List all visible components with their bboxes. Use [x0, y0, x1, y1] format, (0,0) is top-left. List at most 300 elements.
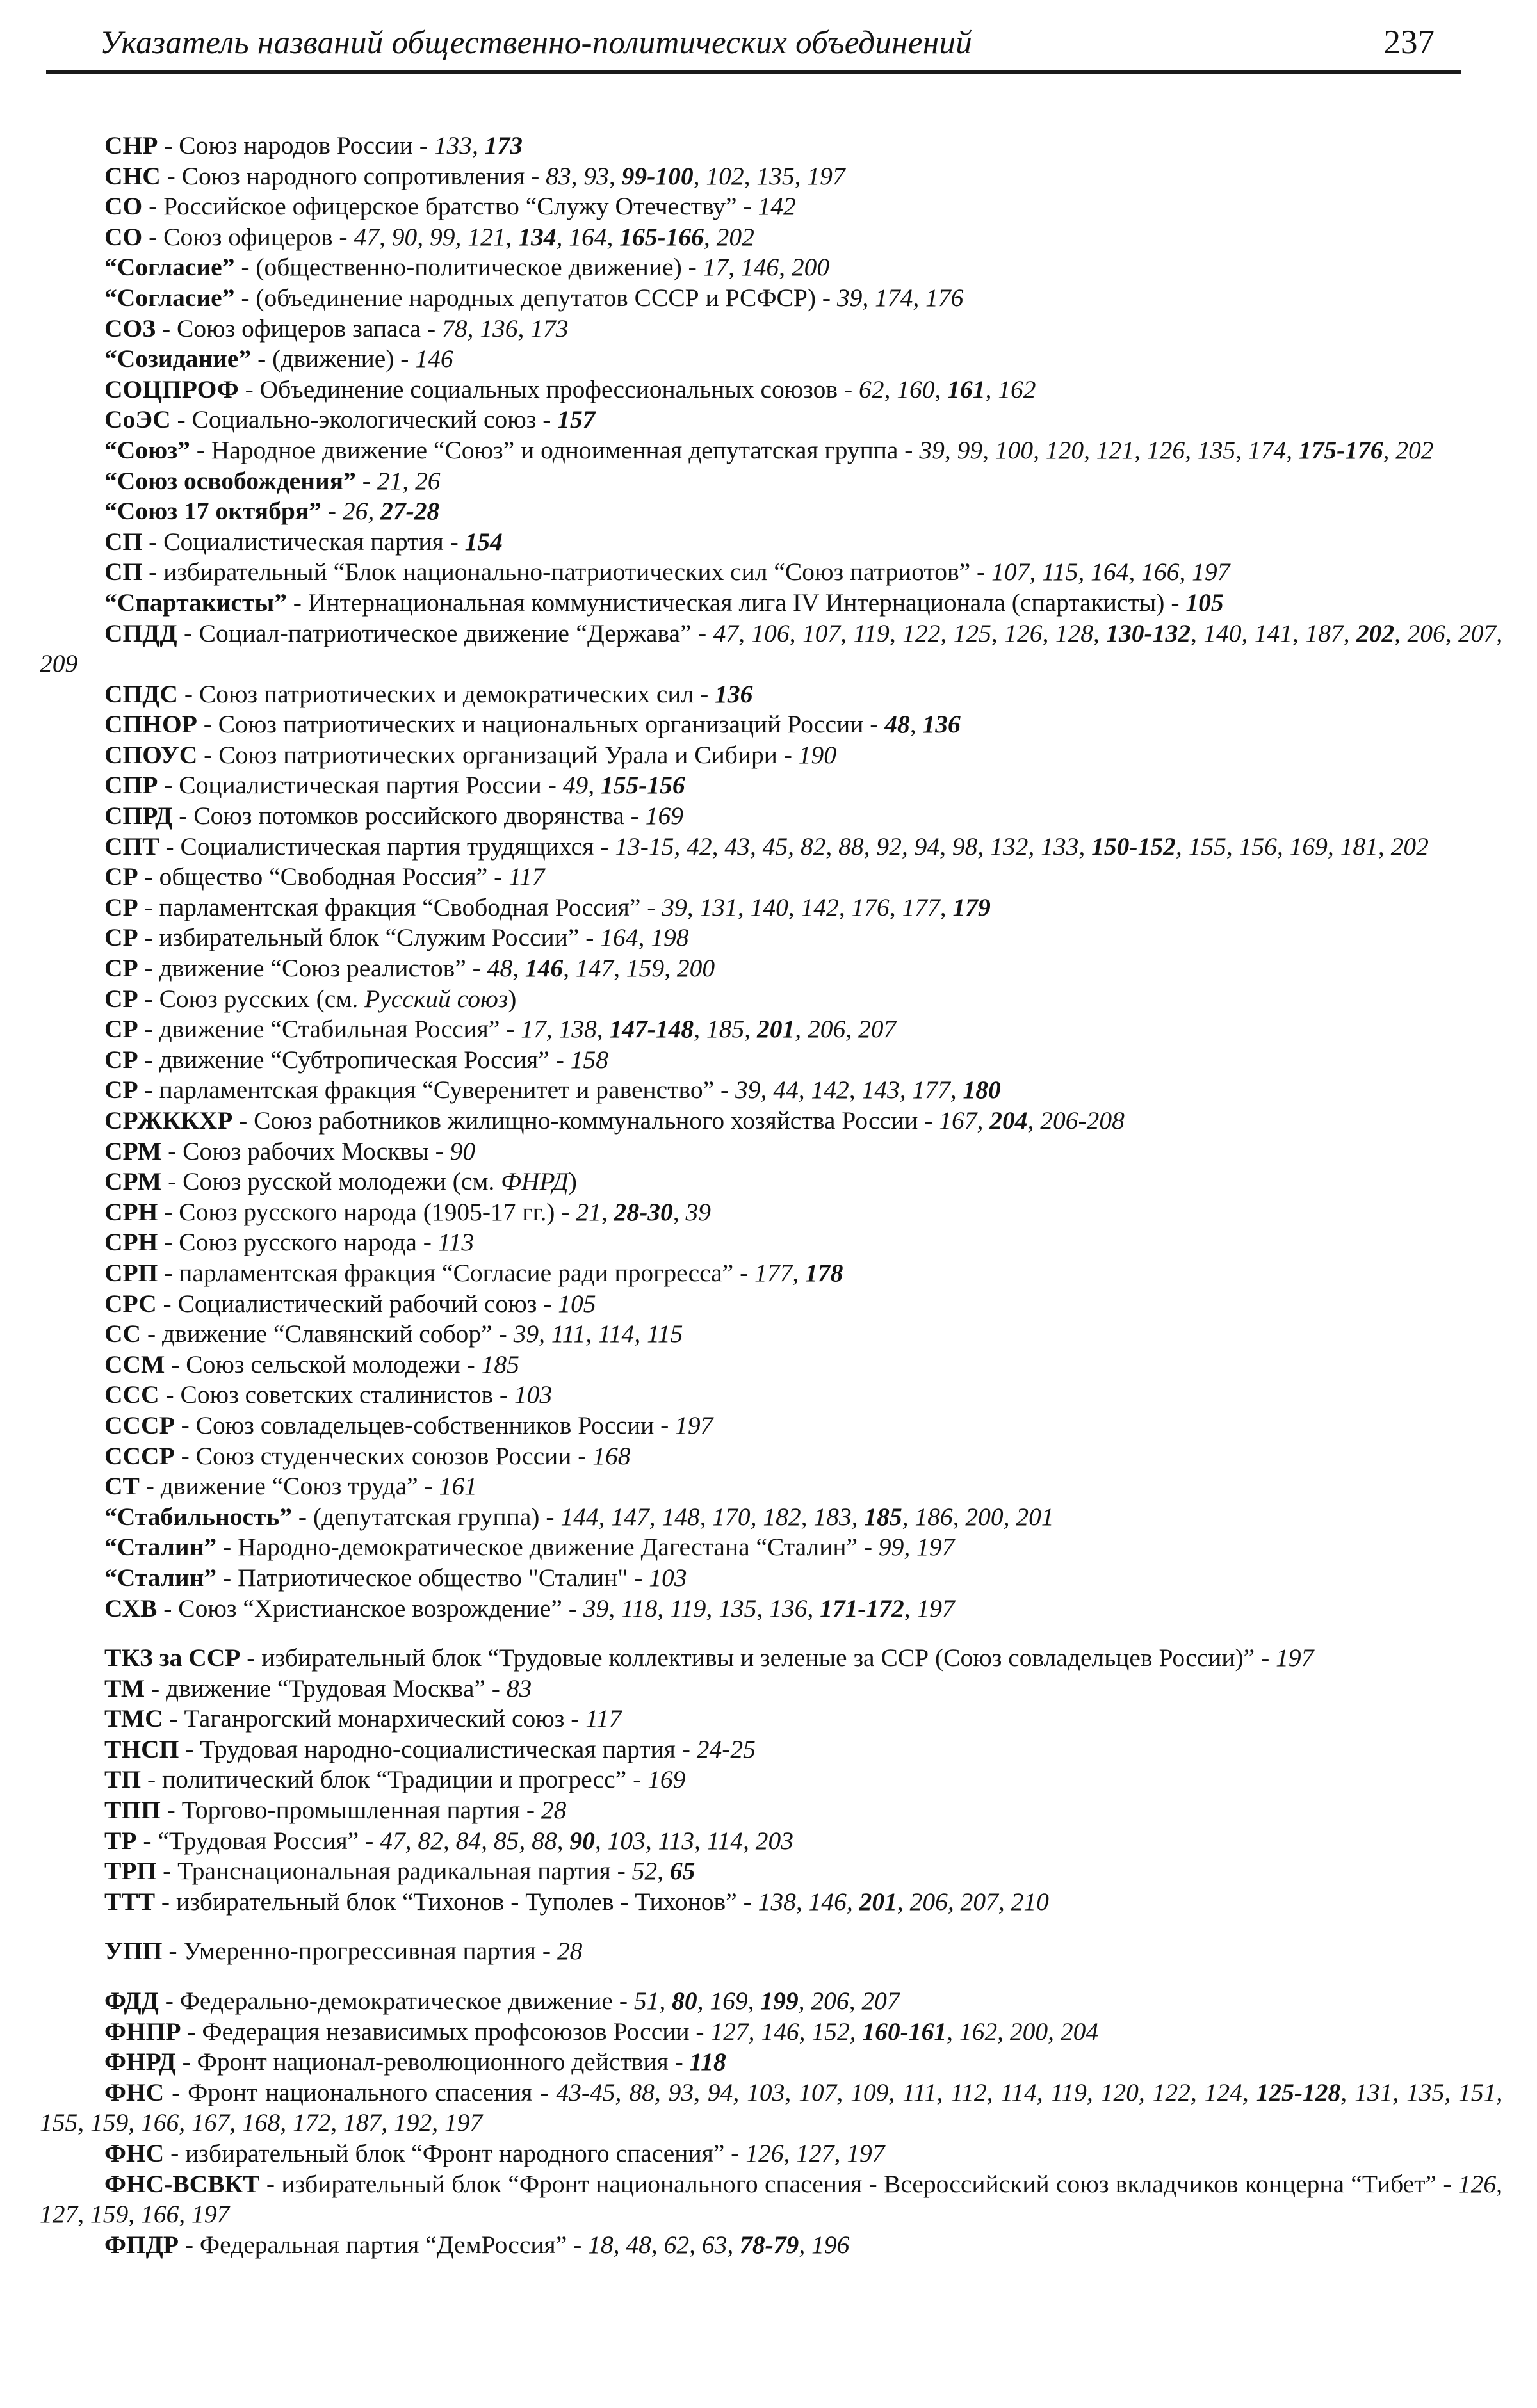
page-references: 138, 146, 201, 206, 207, 210 [758, 1887, 1049, 1916]
page-ref: 125-128 [1256, 2078, 1341, 2106]
page-ref: 143 [861, 1076, 900, 1104]
see-close: ) [508, 984, 517, 1013]
page-references: 107, 115, 164, 166, 197 [991, 558, 1230, 586]
page-ref: 159 [90, 2108, 129, 2137]
index-entry: СПОУС - Союз патриотических организаций Урала и Сибири - 190 [104, 740, 837, 769]
entry-abbreviation: СР [104, 862, 138, 891]
page-ref: 207 [861, 1987, 900, 2016]
page-ref: 136 [922, 710, 961, 739]
page-ref: 120 [1100, 2078, 1139, 2106]
entry-description: Транснациональная радикальная партия [177, 1857, 611, 1886]
index-entry: СТ - движение “Союз труда” - 161 [104, 1472, 477, 1501]
entry-description: Фронт национального спасения [188, 2078, 533, 2106]
page-ref: 160-161 [862, 2017, 947, 2046]
page-ref: 206 [811, 1987, 849, 2016]
entry-description: Союз русской молодежи (см. [183, 1167, 501, 1196]
page-references: 167, 204, 206-208 [939, 1106, 1125, 1135]
page-ref: 78 [442, 314, 468, 343]
page-ref: 177 [902, 893, 940, 921]
page-ref: 136 [480, 314, 518, 343]
index-entry: СР - общество “Свободная Россия” - 117 [104, 862, 545, 891]
index-entry: ТНСП - Трудовая народно-социалистическая партия - 24-25 [104, 1734, 756, 1763]
index-entry: СО - Российское офицерское братство “Служу Отечеству” - 142 [104, 192, 796, 221]
entry-abbreviation: ССС [104, 1380, 159, 1409]
page-ref: 117 [585, 1704, 622, 1733]
page-ref: 155-156 [600, 771, 685, 800]
page-ref: 176 [925, 283, 964, 312]
page-ref: 134 [518, 222, 557, 251]
page-references: 48, 136 [884, 710, 961, 739]
page-references: 177, 178 [754, 1258, 843, 1287]
page-ref: 121 [1096, 435, 1135, 464]
page-ref: 185 [481, 1350, 519, 1378]
page-ref: 138 [758, 1887, 796, 1916]
entry-abbreviation: “Сталин” [104, 1533, 217, 1562]
page-ref: 185 [706, 1015, 745, 1044]
page-references [482, 1350, 519, 1378]
index-entry: СОЦПРОФ - Объединение социальных профессиональных союзов - 62, 160, 161, 162 [104, 375, 1036, 403]
page-ref: 207 [960, 1887, 998, 1916]
page-ref: 197 [1276, 1644, 1314, 1672]
page-ref: 39 [662, 893, 687, 921]
page-ref: 49 [562, 771, 589, 800]
page-ref: 47 [713, 618, 739, 647]
index-entry: СПТ - Социалистическая партия трудящихся - 13-15, 42, 43, 45, 82, 88, 92, 94, 98, 132, 133, 150-152, 155, 156, 169, 181, 202 [104, 832, 1429, 861]
page-ref: 146 [525, 954, 564, 983]
index-entry: СП - Социалистическая партия - 154 [104, 527, 503, 556]
entry-description: Интернациональная коммунистическая лига IV Интернационала (спартакисты) [307, 588, 1165, 617]
page-ref: 127 [796, 2139, 834, 2167]
page-references [592, 1442, 630, 1470]
entry-abbreviation: СоЭС [104, 405, 171, 434]
page-ref: 165-166 [619, 222, 704, 251]
entry-abbreviation: “Согласие” [104, 253, 235, 282]
index-entry: “Союз” - Народное движение “Союз” и одноименная депутатская группа - 39, 99, 100, 120, 121, 126, 135, 174, 175-176, 202 [104, 435, 1434, 464]
page-ref: 136 [769, 1594, 808, 1622]
entry-abbreviation: СНС [104, 161, 161, 190]
page-references [507, 1674, 532, 1702]
page-ref: 174 [875, 283, 913, 312]
page-number: 237 [1383, 24, 1435, 61]
page-ref: 102 [706, 161, 744, 190]
entry-description: Союз сельской молодежи [186, 1350, 460, 1378]
page-references: 21, 26 [377, 466, 441, 495]
index-entry: ТТТ - избирательный блок “Тихонов - Туполев - Тихонов” - 138, 146, 201, 206, 207, 210 [104, 1887, 1049, 1916]
entry-abbreviation: СПНОР [104, 710, 197, 739]
page-ref: 52 [631, 1857, 658, 1886]
entry-abbreviation: СРЖККХР [104, 1106, 233, 1135]
entry-abbreviation: ТМ [104, 1674, 145, 1702]
page-references [646, 802, 683, 830]
entry-description: Торгово-промышленная партия [181, 1796, 521, 1825]
page-ref: 182 [763, 1502, 801, 1531]
page-ref: 17 [521, 1015, 546, 1044]
entry-abbreviation: ФДД [104, 1987, 159, 2016]
page-references [557, 405, 595, 433]
page-ref: 114 [706, 1826, 744, 1855]
entry-description: Союз патриотических и национальных организаций России [218, 710, 864, 739]
entry-abbreviation: СП [104, 558, 143, 586]
page-ref: 200 [965, 1502, 1004, 1531]
entry-abbreviation: ТПП [104, 1796, 161, 1825]
page-ref: 114 [598, 1320, 635, 1348]
index-entry: СПДД - Социал-патриотическое движение “Держава” - 47, 106, 107, 119, 122, 125, 126, 128, 130-132, 140, 141, 187, 202, 206, 207, 209 [40, 618, 1503, 678]
entry-abbreviation: СНР [104, 131, 158, 159]
entry-abbreviation: “Спартакисты” [104, 588, 287, 617]
page-ref: 183 [813, 1502, 852, 1531]
page-ref: 167 [939, 1106, 977, 1135]
page-ref: 155 [1188, 832, 1226, 861]
page-ref: 140 [750, 893, 788, 921]
page-references [438, 1228, 474, 1256]
page-ref: 176 [851, 893, 890, 921]
index-entry: СР - парламентская фракция “Суверенитет и равенство” - 39, 44, 142, 143, 177, 180 [104, 1076, 1001, 1104]
page-references [450, 1137, 476, 1165]
entry-abbreviation: “Сталин” [104, 1563, 217, 1592]
page-ref: 94 [707, 2078, 733, 2106]
page-ref: 127 [710, 2017, 749, 2046]
index-entry: СРЖККХР - Союз работников жилищно-коммунального хозяйства России - 167, 204, 206-208 [104, 1106, 1125, 1135]
page-ref: 26 [342, 497, 368, 526]
entry-description: Союз русского народа (1905-17 гг.) [179, 1197, 555, 1226]
page-ref: 206-208 [1040, 1106, 1125, 1135]
entry-abbreviation: “Союз освобождения” [104, 466, 356, 495]
page-references [690, 2048, 726, 2076]
index-entry: СР - избирательный блок “Служим России” - 164, 198 [104, 923, 689, 952]
page-ref: 197 [807, 161, 845, 190]
entry-abbreviation: СПДС [104, 679, 178, 708]
entry-abbreviation: ТНСП [104, 1734, 179, 1763]
page-ref: 93 [668, 2078, 694, 2106]
page-ref: 201 [756, 1015, 795, 1044]
entry-description: движение “Славянский собор” [161, 1320, 492, 1348]
page-references: 144, 147, 148, 170, 182, 183, 185, 186, 200, 201 [560, 1502, 1054, 1531]
page-ref: 192 [394, 2108, 432, 2137]
page-ref: 124 [1204, 2078, 1242, 2106]
entry-description: Федерально-демократическое движение [179, 1987, 613, 2016]
page-ref: 83 [506, 1674, 532, 1702]
page-ref: 48 [884, 710, 910, 739]
page-ref: 173 [484, 131, 523, 159]
page-ref: 199 [760, 1987, 799, 2016]
page-ref: 201 [1016, 1502, 1054, 1531]
page-ref: 28-30 [614, 1197, 673, 1226]
page-ref: 147 [575, 954, 614, 983]
running-header [46, 14, 1461, 74]
page-ref: 166 [141, 2108, 179, 2137]
page-ref: 142 [758, 192, 796, 221]
index-entry: СПР - Социалистическая партия России - 49, 155-156 [104, 771, 685, 800]
page-ref: 90 [391, 222, 418, 251]
index-entry: СР - движение “Стабильная Россия” - 17, 138, 147-148, 185, 201, 206, 207 [104, 1015, 897, 1044]
page-ref: 114 [1000, 2078, 1037, 2106]
entry-description: Социалистический рабочий союз [177, 1289, 537, 1318]
page-references [541, 1796, 567, 1824]
page-ref: 103 [649, 1563, 687, 1592]
page-ref: 166 [1141, 558, 1180, 586]
page-ref: 164 [600, 923, 638, 952]
entry-description: общество “Свободная Россия” [159, 862, 488, 891]
page-references: 78, 136, 173 [442, 314, 569, 343]
index-entry: СНС - Союз народного сопротивления - 83, 93, 99-100, 102, 135, 197 [104, 161, 845, 190]
index-entry: СОЗ - Союз офицеров запаса - 78, 136, 173 [104, 314, 569, 343]
page-ref: 147 [611, 1502, 649, 1531]
page-ref: 126 [745, 2139, 784, 2167]
entry-abbreviation: УПП [104, 1937, 163, 1966]
page-ref: 133 [434, 131, 473, 159]
page-references [508, 862, 544, 891]
entry-description: движение “Союз труда” [160, 1472, 418, 1501]
see-reference: Русский союз [364, 984, 508, 1013]
page-ref: 115 [647, 1320, 683, 1348]
entry-description: Союз рабочих Москвы [183, 1136, 429, 1165]
page-ref: 62 [663, 2230, 690, 2259]
entry-abbreviation: ФПДР [104, 2230, 179, 2259]
entry-description: избирательный блок “Служим России” [159, 923, 580, 952]
page-ref: 39 [836, 283, 863, 312]
page-ref: 28 [541, 1796, 567, 1825]
entry-description: Союз патриотических и демократических сил [199, 679, 694, 708]
page-ref: 125 [953, 618, 991, 647]
page-ref: 88 [532, 1826, 557, 1855]
page-ref: 142 [801, 893, 839, 921]
page-references [514, 1380, 552, 1409]
page-ref: 198 [651, 923, 689, 952]
index-entry: СПРД - Союз потомков российского дворянства - 169 [104, 802, 683, 830]
index-entry: “Созидание” - (движение) - 146 [104, 344, 453, 373]
entry-description: Союз офицеров [163, 222, 333, 251]
entry-description: Трудовая народно-социалистическая партия [200, 1734, 676, 1763]
page-ref: 48 [626, 2230, 651, 2259]
entry-abbreviation: ССМ [104, 1350, 165, 1378]
page-references [558, 1289, 596, 1318]
page-ref: 109 [850, 2078, 889, 2106]
page-ref: 126 [1146, 435, 1185, 464]
entry-description: движение “Союз реалистов” [159, 954, 466, 983]
page-ref: 112 [950, 2078, 987, 2106]
index-entry: ССМ - Союз сельской молодежи - 185 [104, 1350, 519, 1378]
entry-description: (депутатская группа) [313, 1502, 540, 1531]
page-ref: 206 [909, 1887, 948, 1916]
entry-description: избирательный “Блок национально-патриотических сил “Союз патриотов” [163, 558, 971, 586]
index-entry: СССР - Союз студенческих союзов России - 168 [104, 1441, 631, 1470]
page-ref: 99 [957, 435, 983, 464]
entry-abbreviation: “Созидание” [104, 344, 252, 373]
page-references: 39, 118, 119, 135, 136, 171-172, 197 [583, 1594, 955, 1622]
page-ref: 131 [699, 893, 738, 921]
page-ref: 197 [675, 1410, 713, 1439]
page-ref: 118 [689, 2048, 726, 2076]
page-ref: 197 [916, 1594, 955, 1622]
entry-description: Союз работников жилищно-коммунального хозяйства России [254, 1106, 918, 1135]
page-references [715, 680, 752, 708]
entry-abbreviation: СРН [104, 1228, 158, 1257]
page-ref: 119 [1050, 2078, 1087, 2106]
page-ref: 200 [791, 253, 830, 282]
page-ref: 202 [1395, 435, 1434, 464]
index-entry: СР - движение “Субтропическая Россия” - 158 [104, 1045, 609, 1074]
index-entry: “Сталин” - Патриотическое общество "Сталин" - 103 [104, 1563, 687, 1592]
page-references: 17, 146, 200 [703, 253, 830, 282]
entry-abbreviation: СР [104, 1015, 138, 1044]
page-ref: 26 [415, 466, 441, 495]
index-entry: СНР - Союз народов России - 133, 173 [104, 131, 523, 159]
entry-abbreviation: “Союз 17 октября” [104, 497, 321, 526]
entry-description: Федеральная партия “ДемРоссия” [199, 2230, 567, 2259]
page-references [415, 344, 453, 373]
page-ref: 207 [858, 1015, 897, 1044]
page-ref: 126 [1458, 2169, 1497, 2198]
index-entry: СР - Союз русских (см. Русский союз) [104, 984, 517, 1013]
page-ref: 177 [754, 1258, 793, 1287]
page-ref: 84 [455, 1826, 482, 1855]
header-title: Указатель названий общественно-политических объединений [100, 25, 973, 61]
entry-description: Союз студенческих союзов России [195, 1441, 572, 1470]
entry-abbreviation: СРП [104, 1258, 158, 1287]
entry-abbreviation: СР [104, 893, 138, 921]
index-entry: “Союз 17 октября” - 26, 27-28 [104, 497, 440, 526]
page-references: 51, 80, 169, 199, 206, 207 [633, 1987, 900, 2016]
page-ref: 28 [557, 1937, 583, 1966]
index-entry: “Согласие” - (объединение народных депутатов СССР и РСФСР) - 39, 174, 176 [104, 283, 964, 312]
index-entry: СПДС - Союз патриотических и демократических сил - 136 [104, 679, 753, 708]
page-ref: 43 [724, 832, 750, 861]
page-ref: 197 [444, 2108, 483, 2137]
entry-description: политический блок “Традиции и прогресс” [161, 1765, 627, 1794]
page-ref: 204 [989, 1106, 1028, 1135]
page-ref: 107 [991, 558, 1030, 586]
page-references: 39, 174, 176 [836, 283, 964, 312]
entry-abbreviation: СПОУС [104, 740, 198, 769]
entry-description: избирательный блок “Фронт национального спасения - Всероссийский союз вкладчиков концерна “Тибет” [281, 2169, 1437, 2198]
page-ref: 80 [672, 1987, 697, 2016]
page-ref: 201 [859, 1887, 897, 1916]
entry-description: Таганрогский монархический союз [184, 1704, 565, 1733]
page-references [799, 741, 836, 769]
index-entry: ФНС - Фронт национального спасения - 43-45, 88, 93, 94, 103, 107, 109, 111, 112, 114, 119, 120, 122, 124, 125-128, 131, 135, 151, 155, 159, 166, 167, 168, 172, 187, 192, 197 [40, 2078, 1503, 2137]
page-ref: 103 [514, 1380, 553, 1409]
page-references: 52, 65 [631, 1857, 695, 1886]
page-references: 43-45, 88, 93, 94, 103, 107, 109, 111, 112, 114, 119, 120, 122, 124, 125-128, 131, 135, 151, 155, 159, 166, 167, 168, 172, 187, 192, 197 [40, 2078, 1503, 2137]
page-ref: 82 [418, 1826, 443, 1855]
page-references: 62, 160, 161, 162 [859, 375, 1036, 403]
index-entry: ТРП - Транснациональная радикальная партия - 52, 65 [104, 1857, 695, 1886]
page-ref: 169 [647, 1765, 686, 1794]
entry-abbreviation: ТП [104, 1765, 142, 1794]
entry-description: Союз “Христианское возрождение” [178, 1594, 562, 1622]
page-ref: 18 [588, 2230, 614, 2259]
page-ref: 92 [876, 832, 902, 861]
index-entry: ССС - Союз советских сталинистов - 103 [104, 1380, 553, 1409]
page-ref: 155 [40, 2108, 78, 2137]
page-ref: 187 [343, 2108, 382, 2137]
page-references: 47, 82, 84, 85, 88, 90, 103, 113, 114, 203 [380, 1826, 794, 1855]
page-ref: 39 [513, 1320, 539, 1348]
page-references: 49, 155-156 [562, 771, 685, 800]
entry-abbreviation: ТРП [104, 1857, 157, 1886]
page-ref: 200 [1009, 2017, 1048, 2046]
page-ref: 90 [569, 1826, 595, 1855]
entry-abbreviation: СРН [104, 1197, 158, 1226]
page-ref: 120 [1045, 435, 1084, 464]
entry-abbreviation: ТТТ [104, 1887, 156, 1916]
entry-abbreviation: СПДД [104, 618, 177, 647]
page-ref: 17 [703, 253, 729, 282]
entry-abbreviation: СР [104, 1076, 138, 1104]
entry-description: Социально-экологический союз [191, 405, 537, 434]
page-references [649, 1564, 687, 1592]
index-entry: СО - Союз офицеров - 47, 90, 99, 121, 134, 164, 165-166, 202 [104, 222, 754, 251]
page-ref: 132 [990, 832, 1029, 861]
entry-abbreviation: СПРД [104, 802, 173, 830]
page-ref: 113 [658, 1826, 694, 1855]
page-ref: 107 [799, 2078, 837, 2106]
page-ref: 103 [747, 2078, 785, 2106]
entry-description: Союз народов России [179, 131, 413, 159]
page-ref: 187 [1305, 618, 1344, 647]
page-references [675, 1411, 713, 1439]
page-references: 126, 127, 197 [745, 2139, 885, 2167]
page-ref: 119 [853, 618, 890, 647]
page-ref: 178 [805, 1258, 843, 1287]
page-references [557, 1937, 583, 1965]
page-ref: 159 [90, 2200, 129, 2229]
page-ref: 146 [740, 253, 779, 282]
index-entry: СССР - Союз совладельцев-собственников России - 197 [104, 1410, 713, 1439]
entry-abbreviation: СР [104, 984, 138, 1013]
entry-abbreviation: СС [104, 1320, 142, 1348]
page-ref: 168 [592, 1441, 631, 1470]
entry-description: “Трудовая Россия” [158, 1826, 359, 1855]
page-ref: 202 [1356, 618, 1395, 647]
entry-abbreviation: СО [104, 192, 143, 221]
entry-description: избирательный блок “Тихонов - Туполев - Тихонов” [175, 1887, 737, 1916]
page-references [465, 528, 503, 556]
page-ref: 210 [1011, 1887, 1049, 1916]
entry-abbreviation: ТР [104, 1826, 137, 1855]
entry-abbreviation: “Стабильность” [104, 1502, 293, 1531]
page-ref: 168 [242, 2108, 281, 2137]
page-ref: 42 [687, 832, 712, 861]
page-ref: 159 [626, 954, 665, 983]
entry-abbreviation: СПР [104, 771, 158, 800]
page-ref: 181 [1340, 832, 1378, 861]
page-ref: 158 [570, 1045, 609, 1074]
page-ref: 197 [916, 1533, 955, 1562]
page-ref: 83 [546, 161, 571, 190]
entry-abbreviation: СПТ [104, 832, 159, 861]
entry-description: движение “Субтропическая Россия” [159, 1045, 549, 1074]
entry-abbreviation: СССР [104, 1410, 175, 1439]
page-ref: 105 [558, 1289, 596, 1318]
page-ref: 127 [40, 2200, 78, 2229]
index-entry: СРН - Союз русского народа (1905-17 гг.) - 21, 28-30, 39 [104, 1197, 711, 1226]
page-ref: 47 [354, 222, 379, 251]
entry-abbreviation: ФНРД [104, 2048, 176, 2076]
page-references: 39, 111, 114, 115 [513, 1320, 683, 1348]
index-entry: “Спартакисты” - Интернациональная коммунистическая лига IV Интернационала (спартакисты) - 105 [104, 588, 1224, 617]
page-ref: 111 [902, 2078, 937, 2106]
entry-description: Союз потомков российского дворянства [193, 802, 624, 830]
entry-description: Народно-демократическое движение Дагестана “Сталин” [238, 1533, 858, 1562]
index-entry: ТПП - Торгово-промышленная партия - 28 [104, 1796, 567, 1825]
page-ref: 171-172 [820, 1594, 904, 1622]
page-ref: 39 [919, 435, 945, 464]
index-entry: СРП - парламентская фракция “Согласие ради прогресса” - 177, 178 [104, 1258, 843, 1287]
page-ref: 162 [998, 375, 1036, 403]
page-ref: 172 [293, 2108, 331, 2137]
entry-description: (движение) [272, 344, 394, 373]
